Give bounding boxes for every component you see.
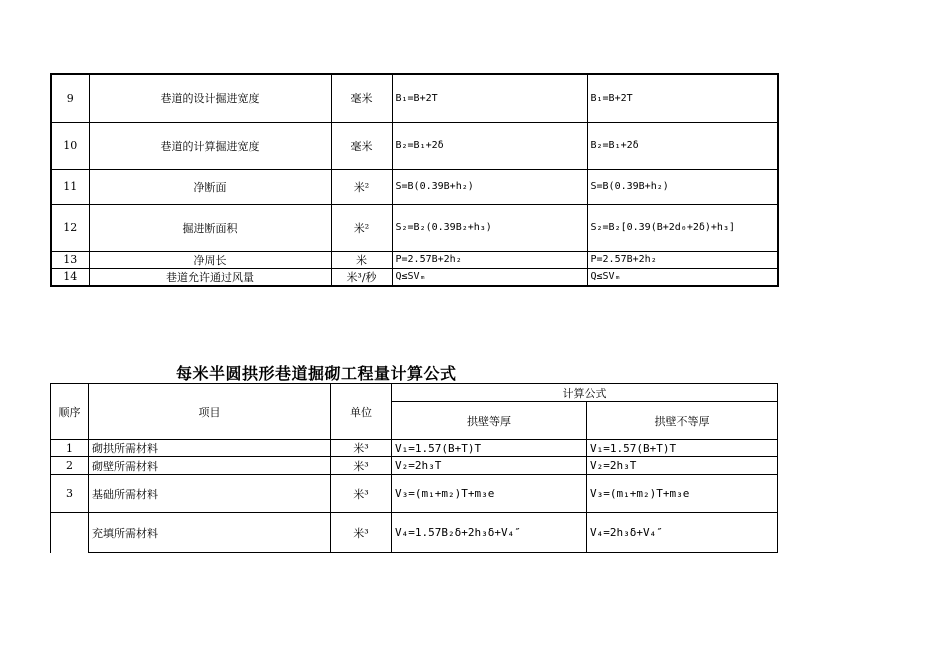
- formula-cell: S₂=B₂[0.39(B+2d₀+2δ)+h₃]: [587, 204, 778, 251]
- unit-cell: 米²: [331, 169, 392, 204]
- formula-cell: S₂=B₂(0.39B₂+h₃): [392, 204, 587, 251]
- unit-cell: 米³: [331, 457, 392, 475]
- item-name: 巷道的计算掘进宽度: [89, 122, 331, 169]
- formula-cell: V₄=1.57B₂δ+2h₃δ+V₄″: [392, 513, 587, 553]
- unit-cell: 米³: [331, 513, 392, 553]
- row-number: 3: [51, 475, 89, 513]
- table-row: [51, 251, 778, 268]
- unit-cell: 米³: [331, 475, 392, 513]
- item-name: 净周长: [89, 251, 331, 268]
- header-unequal-thickness: 拱壁不等厚: [587, 402, 778, 440]
- table-row: [51, 513, 778, 553]
- table-row: [51, 169, 778, 204]
- header-item: 项目: [89, 384, 331, 440]
- item-name: 基础所需材料: [89, 475, 331, 513]
- item-name: 巷道允许通过风量: [89, 268, 331, 286]
- formula-cell: Q≤SVₘ: [392, 268, 587, 286]
- item-name: 充填所需材料: [89, 513, 331, 553]
- formula-cell: B₁=B+2T: [587, 74, 778, 122]
- formula-cell: Q≤SVₘ: [587, 268, 778, 286]
- row-number: 14: [51, 268, 89, 286]
- formula-cell: S=B(0.39B+h₂): [392, 169, 587, 204]
- row-number: 9: [51, 74, 89, 122]
- formula-cell: V₁=1.57(B+T)T: [392, 440, 587, 457]
- unit-cell: 毫米: [331, 122, 392, 169]
- table-row: [51, 475, 778, 513]
- table-row: [51, 122, 778, 169]
- header-equal-thickness: 拱壁等厚: [392, 402, 587, 440]
- formula-cell: S=B(0.39B+h₂): [587, 169, 778, 204]
- table-row: [51, 268, 778, 286]
- header-row: [51, 384, 778, 402]
- item-name: 砌壁所需材料: [89, 457, 331, 475]
- header-seq: 顺序: [51, 384, 89, 440]
- formula-cell: P=2.57B+2h₂: [392, 251, 587, 268]
- unit-cell: 米: [331, 251, 392, 268]
- row-number: 12: [51, 204, 89, 251]
- row-number: 2: [51, 457, 89, 475]
- section-title: 每米半圆拱形巷道掘砌工程量计算公式: [176, 364, 457, 383]
- formula-cell: B₁=B+2T: [392, 74, 587, 122]
- formula-cell: V₂=2h₃T: [392, 457, 587, 475]
- unit-cell: 米²: [331, 204, 392, 251]
- item-name: 掘进断面积: [89, 204, 331, 251]
- table-row: [51, 440, 778, 457]
- table-row: [51, 457, 778, 475]
- header-formula: 计算公式: [392, 384, 778, 402]
- item-name: 净断面: [89, 169, 331, 204]
- row-number: 13: [51, 251, 89, 268]
- formula-cell: V₂=2h₃T: [587, 457, 778, 475]
- unit-cell: 毫米: [331, 74, 392, 122]
- table-row: [51, 74, 778, 122]
- table-row: [51, 204, 778, 251]
- item-name: 砌拱所需材料: [89, 440, 331, 457]
- formula-cell: B₂=B₁+2δ: [392, 122, 587, 169]
- formula-cell: V₃=(m₁+m₂)T+m₃e: [587, 475, 778, 513]
- row-number: [51, 513, 89, 553]
- unit-cell: 米³: [331, 440, 392, 457]
- row-number: 11: [51, 169, 89, 204]
- formula-cell: P=2.57B+2h₂: [587, 251, 778, 268]
- roadway-parameters-table: [50, 73, 779, 287]
- item-name: 巷道的设计掘进宽度: [89, 74, 331, 122]
- unit-cell: 米³/秒: [331, 268, 392, 286]
- row-number: 1: [51, 440, 89, 457]
- excavation-quantity-table: [50, 383, 778, 553]
- header-unit: 单位: [331, 384, 392, 440]
- formula-cell: V₄=2h₃δ+V₄″: [587, 513, 778, 553]
- formula-cell: V₃=(m₁+m₂)T+m₃e: [392, 475, 587, 513]
- row-number: 10: [51, 122, 89, 169]
- formula-cell: V₁=1.57(B+T)T: [587, 440, 778, 457]
- formula-cell: B₂=B₁+2δ: [587, 122, 778, 169]
